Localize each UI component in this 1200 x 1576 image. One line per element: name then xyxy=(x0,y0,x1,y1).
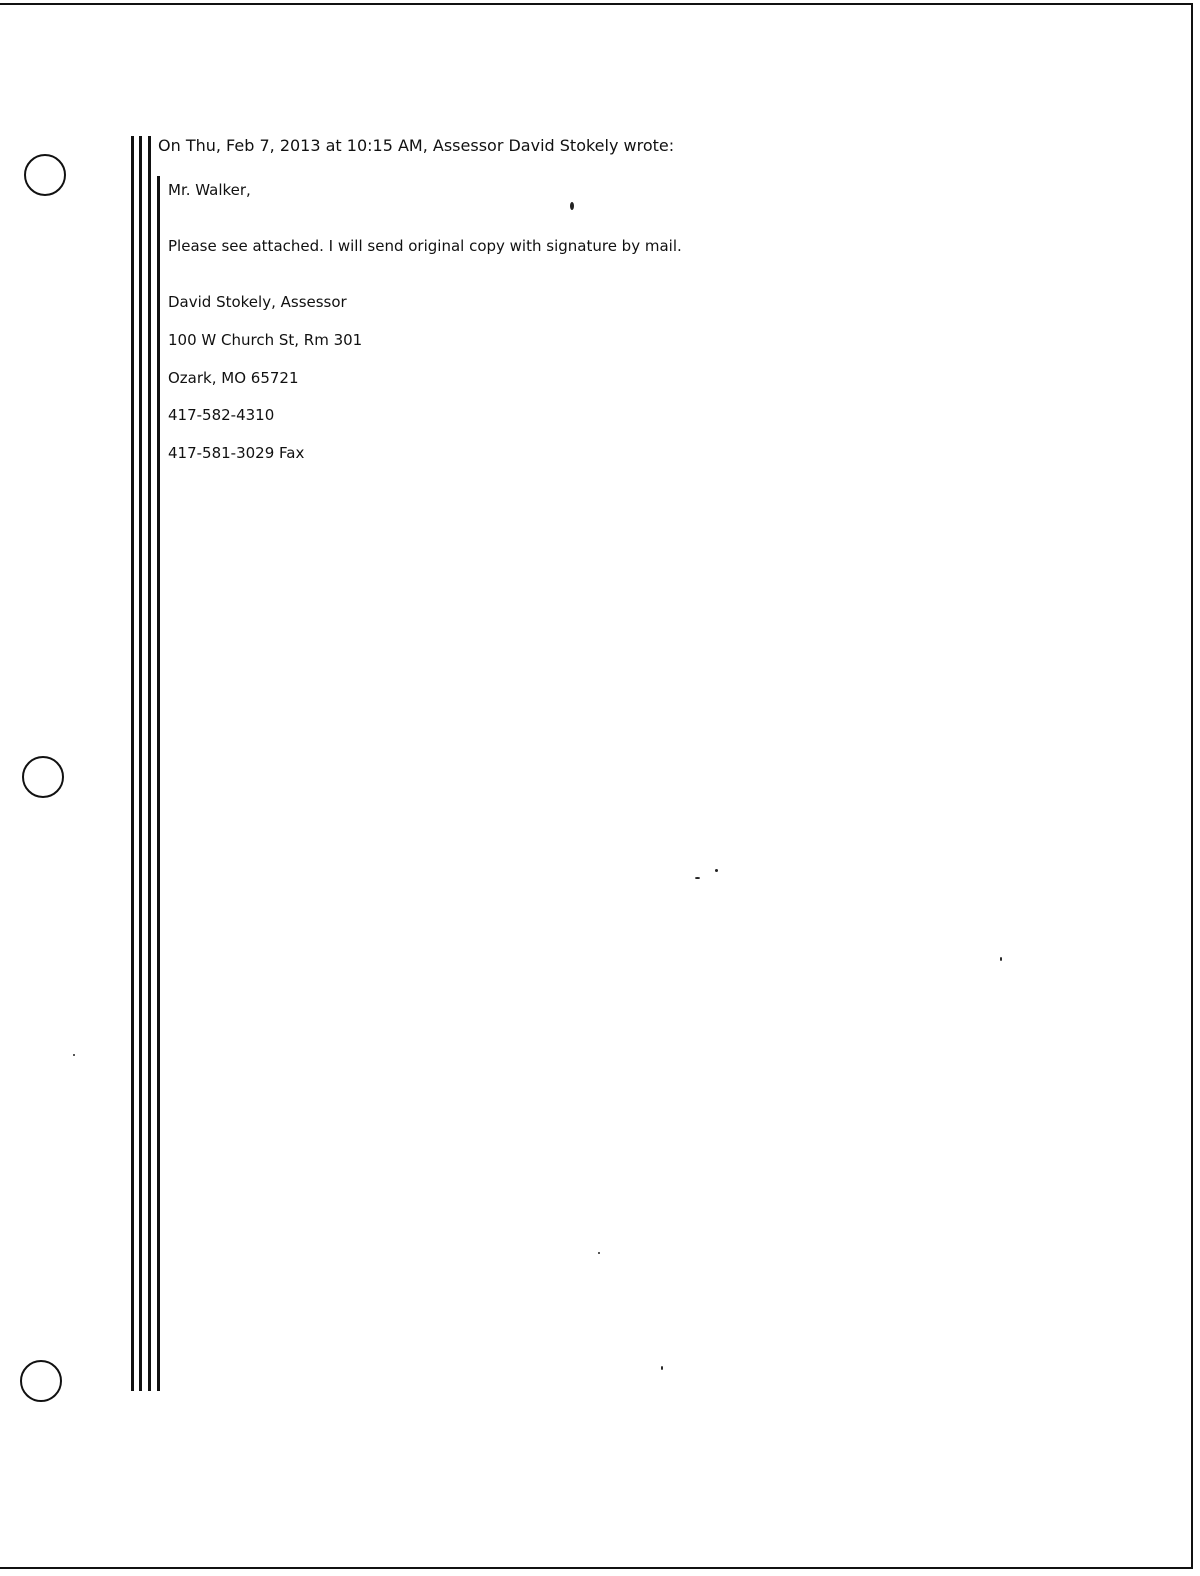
punch-hole-middle xyxy=(22,756,64,798)
punch-hole-bottom xyxy=(20,1360,62,1402)
scan-speck xyxy=(1000,957,1002,961)
quote-bar xyxy=(148,136,151,1391)
email-greeting: Mr. Walker, xyxy=(168,181,251,199)
inner-quote-bar xyxy=(157,176,160,1391)
signature-fax: 417-581-3029 Fax xyxy=(168,444,305,462)
scan-speck xyxy=(715,869,718,872)
scan-speck xyxy=(570,202,574,210)
signature-address-line1: 100 W Church St, Rm 301 xyxy=(168,331,363,349)
scan-speck xyxy=(695,877,700,879)
scan-speck xyxy=(661,1366,663,1370)
quote-bar xyxy=(131,136,134,1391)
email-message: Please see attached. I will send original copy with signature by mail. xyxy=(168,237,682,255)
scan-speck xyxy=(73,1054,75,1056)
quote-bar xyxy=(139,136,142,1391)
signature-name: David Stokely, Assessor xyxy=(168,293,347,311)
signature-phone: 417-582-4310 xyxy=(168,406,275,424)
scan-speck xyxy=(598,1252,600,1254)
signature-address-line2: Ozark, MO 65721 xyxy=(168,369,299,387)
email-quote-header: On Thu, Feb 7, 2013 at 10:15 AM, Assessor David Stokely wrote: xyxy=(158,136,675,155)
punch-hole-top xyxy=(24,154,66,196)
